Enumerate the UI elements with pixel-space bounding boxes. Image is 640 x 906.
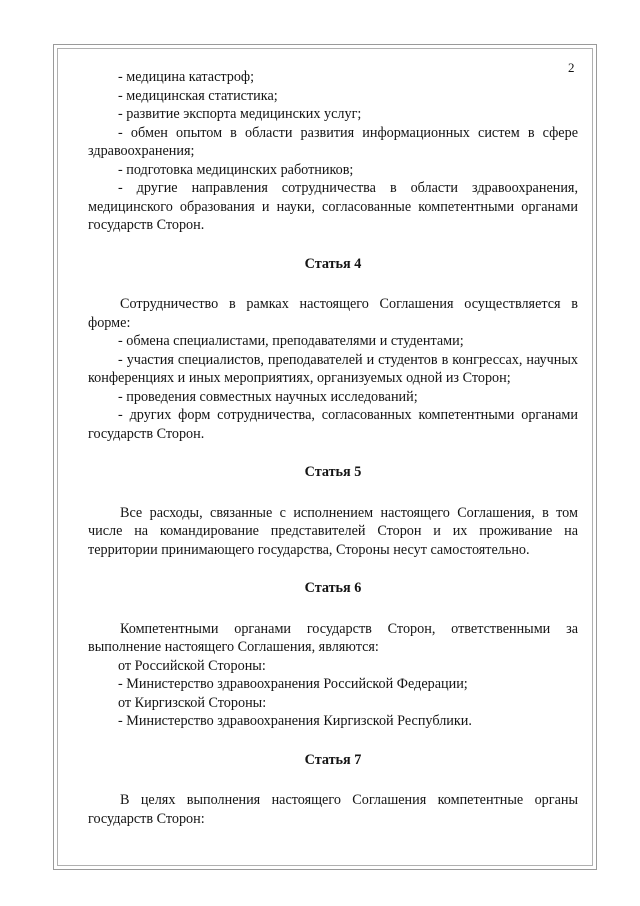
article-lead: Сотрудничество в рамках настоящего Соглашения осуществляется в форме:: [88, 296, 578, 331]
intro-list: [88, 68, 578, 235]
article-lead: В целях выполнения настоящего Соглашения компетентные органы государств Сторон:: [88, 792, 578, 827]
list-item: - подготовка медицинских работников;: [118, 161, 354, 178]
article-heading: Статья 7: [304, 751, 362, 768]
article-5: [88, 463, 578, 559]
article-text: Все расходы, связанные с исполнением настоящего Соглашения, в том числе на командирование представителей Сторон и их проживание на территории принимающего государства, Стороны несут самостоятельно.: [88, 504, 578, 558]
list-item: - Министерство здравоохранения Киргизской Республики.: [118, 713, 472, 729]
document-body: [88, 68, 578, 828]
list-item: от Российской Стороны:: [118, 657, 266, 674]
article-7: [88, 751, 578, 829]
article-lead: Компетентными органами государств Сторон, ответственными за выполнение настоящего Соглашения, являются:: [88, 620, 578, 655]
article-heading: Статья 5: [304, 464, 362, 480]
list-item: - проведения совместных научных исследований;: [118, 388, 418, 405]
article-heading: Статья 6: [304, 580, 362, 596]
list-item: - обмена специалистами, преподавателями и студентами;: [118, 333, 464, 349]
page-number: 2: [568, 60, 575, 75]
list-item: - другие направления сотрудничества в области здравоохранения, медицинского образования и науки, согласованные компетентными органами государств Сторон.: [88, 180, 578, 233]
list-item: - обмен опытом в области развития информационных систем в сфере здравоохранения;: [88, 124, 578, 159]
list-item: - медицина катастроф;: [118, 69, 255, 85]
list-item: - других форм сотрудничества, согласованных компетентными органами государств Сторон.: [88, 407, 578, 442]
list-item: - участия специалистов, преподавателей и студентов в конгрессах, научных конференциях и иных мероприятиях, организуемых одной из Сторон;: [88, 351, 578, 386]
article-6: [88, 579, 578, 731]
list-item: от Киргизской Стороны:: [118, 694, 267, 711]
list-item: - Министерство здравоохранения Российской Федерации;: [118, 676, 468, 692]
article-4: [88, 255, 578, 444]
article-heading: Статья 4: [304, 255, 362, 272]
list-item: - развитие экспорта медицинских услуг;: [118, 106, 362, 122]
list-item: - медицинская статистика;: [118, 87, 278, 104]
